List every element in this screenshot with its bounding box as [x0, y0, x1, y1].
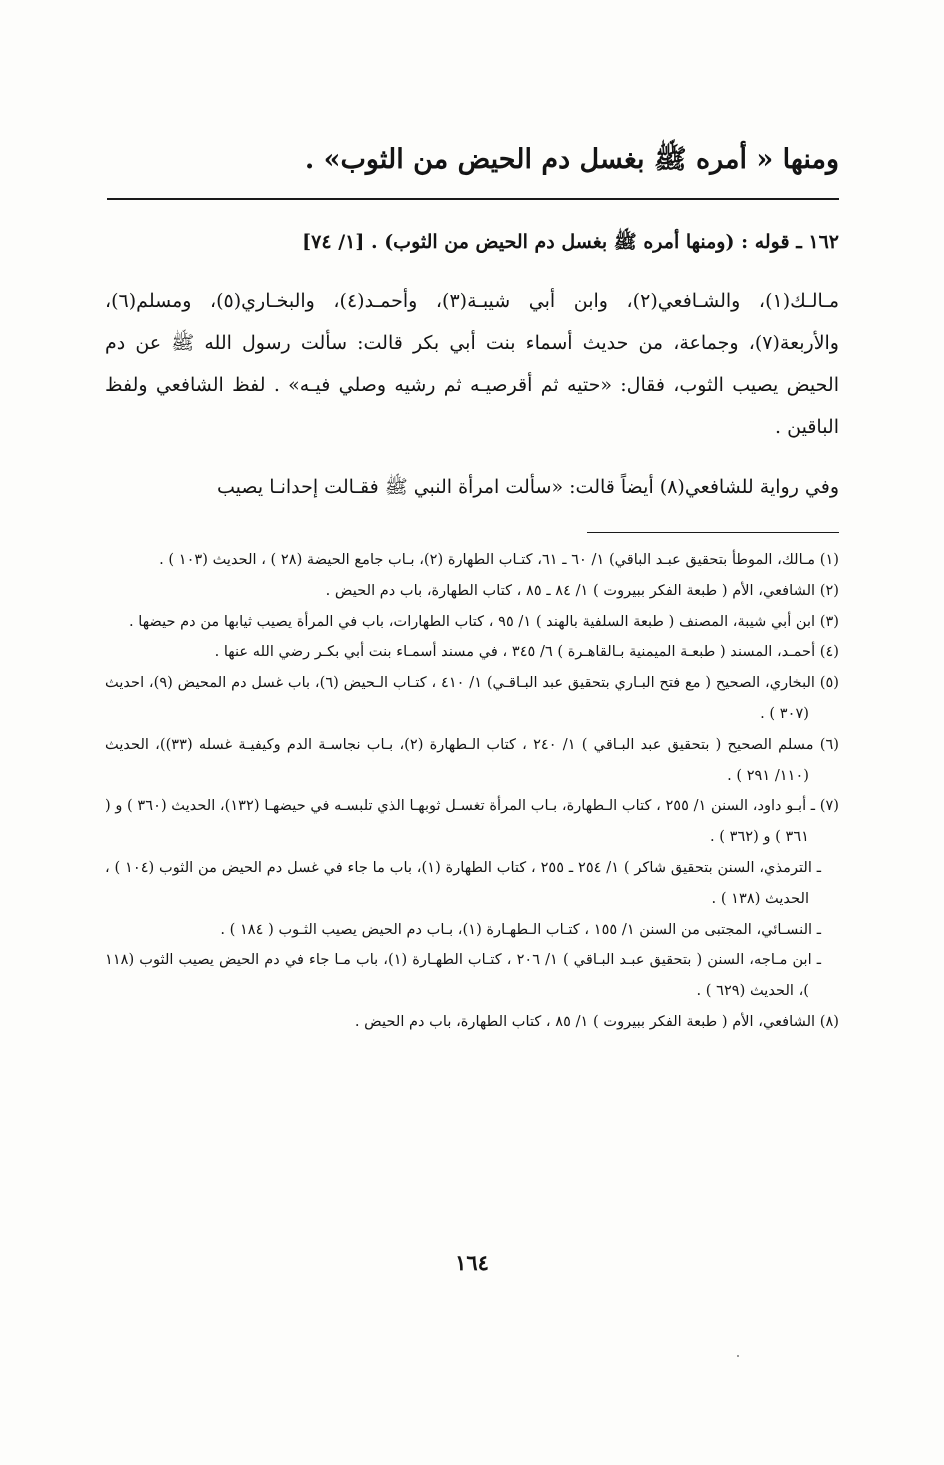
footnotes — [105, 545, 839, 1038]
footnote: (٤) أحمـد، المسند ( طبعـة الميمنية بـالقاهـرة ) ٦/ ٣٤٥ ، في مسند أسمـاء بنت أبي بكـر رضي الله عنها . — [214, 643, 839, 661]
footnote: (٢) الشافعي، الأم ( طبعة الفكر ببيروت ) ١/ ٨٤ ـ ٨٥ ، كتاب الطهارة، باب دم الحيض . — [325, 581, 839, 599]
footnote: (٦) مسلم الصحيح ( بتحقيق عبد البـاقي ) ١/ ٢٤٠ ، كتاب الـطهارة (٢)، بـاب نجاسـة الدم وكيفيـة غسله (٣٣))، الحديث (١١٠/ ٢٩١ ) . — [105, 735, 839, 784]
page-number: ١٦٤ — [455, 1250, 489, 1275]
footnote-divider — [587, 532, 839, 533]
header-divider — [107, 198, 839, 200]
footnote-continuation: ـ ابن مـاجه، السنن ( بتحقيق عبـد البـاقي ) ١/ ٢٠٦ ، كتـاب الطهـارة (١)، باب مـا جاء في دم الحيض يصيب الثوب (١١٨ )، الحديث (٦٢٩ ) . — [105, 951, 821, 1000]
section-title: ومنها « أمره ﷺ بغسل دم الحيض من الثوب» . — [304, 144, 839, 175]
footnote-continuation: ـ النسـائي، المجتبى من السنن ١/ ١٥٥ ، كتـاب الـطهـارة (١)، بـاب دم الحيض يصيب الثـوب ( ١٨٤ ) . — [220, 920, 821, 938]
footnote-continuation: ـ الترمذي، السنن بتحقيق شاكر ) ١/ ٢٥٤ ـ ٢٥٥ ، كتاب الطهارة (١)، باب ما جاء في غسل دم الحيض من الثوب (١٠٤ ) ، الحديث (١٣٨ ) . — [105, 858, 821, 907]
scan-speck — [737, 1355, 739, 1357]
entry-heading: ١٦٢ ـ قوله : (ومنها أمره ﷺ بغسل دم الحيض من الثوب) . [١/ ٧٤] — [302, 231, 839, 253]
footnote: (٣) ابن أبي شيبة، المصنف ( طبعة السلفية بالهند ) ١/ ٩٥ ، كتاب الطهارات، باب في المرأة يصيب ثيابها من دم حيضها . — [128, 612, 839, 630]
footnote: (٨) الشافعي، الأم ( طبعة الفكر ببيروت ) ١/ ٨٥ ، كتاب الطهارة، باب دم الحيض . — [354, 1012, 839, 1030]
footnote: (٧) ـ أبـو داود، السنن ١/ ٢٥٥ ، كتاب الـطهارة، بـاب المرأة تغسـل ثوبهـا الذي تلبسـه في حيضهـا (١٣٢)، الحديث (٣٦٠ ) و ( ٣٦١ ) و (٣٦٢ ) . — [105, 797, 839, 846]
footnote: (١) مـالك، الموطأ بتحقيق عبـد الباقي) ١/ ٦٠ ـ ٦١، كتـاب الطهارة (٢)، بـاب جامع الحيضة (٢٨ ) ، الحديث (١٠٣ ) . — [159, 551, 839, 568]
footnote: (٥) البخاري، الصحيح ( مع فتح البـاري بتحقيق عبد البـاقـي) ١/ ٤١٠ ، كتـاب الـحيض (٦)، باب غسل دم المحيض (٩)، احديث (٣٠٧ ) . — [105, 674, 839, 722]
paragraph: مـالـك(١)، والشـافعي(٢)، وابن أبي شيبـة(٣)، وأحمـد(٤)، والبخـاري(٥)، ومسلم(٦)، والأربعة(٧)، وجماعة، من حديث أسماء بنت أبي بكر قالت: سألت رسول الله ﷺ عن دم الحيض يصيب الثوب، فقال: «حتيه ثم أقرصيـه ثم رشيه وصلي فيـه» . لفظ الشافعي ولفظ الباقين . — [105, 290, 840, 438]
paragraph: وفي رواية للشافعي(٨) أيضاً قالت: «سألت امرأة النبي ﷺ فقـالت إحدانـا يصيب — [217, 476, 839, 498]
main-text — [105, 280, 839, 524]
